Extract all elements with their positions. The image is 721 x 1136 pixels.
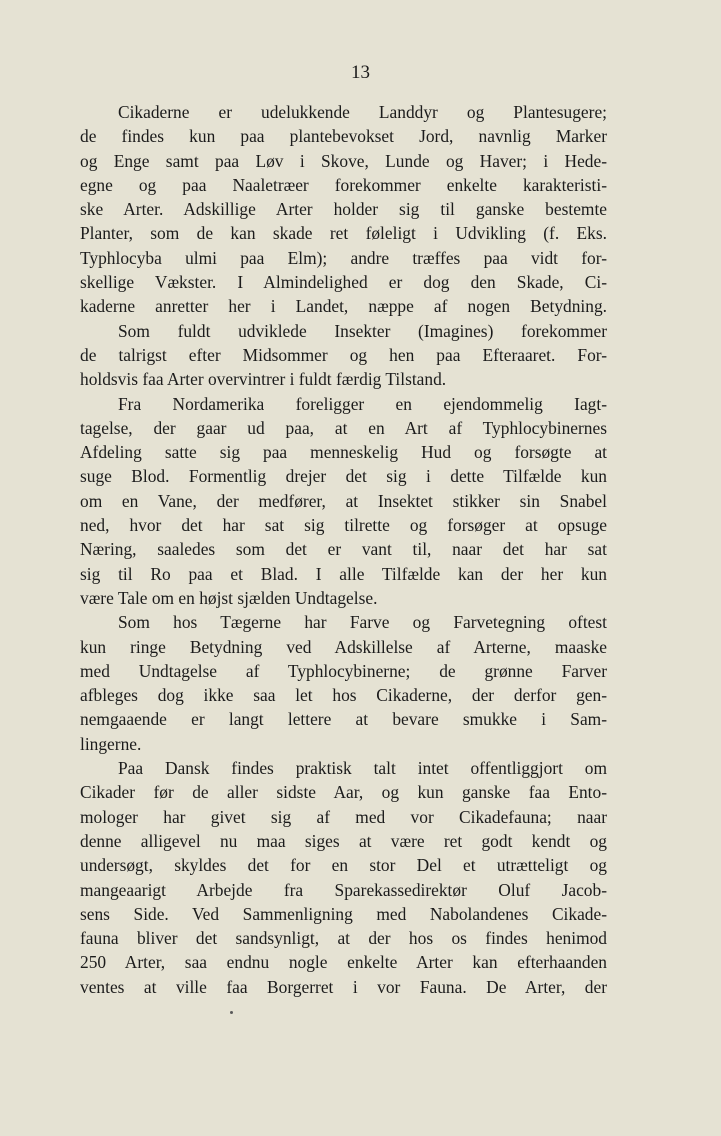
text-line: Afdeling satte sig paa menneskelig Hud og forsøgte at bbox=[80, 442, 607, 463]
text-line: ventes at ville faa Borgerret i vor Fauna. De Arter, der bbox=[80, 976, 607, 997]
text-line: egne og paa Naaletræer forekommer enkelte karakteristi- bbox=[80, 174, 607, 195]
text-line: skellige Vækster. I Almindelighed er dog den Skade, Ci- bbox=[80, 272, 607, 293]
ink-speck bbox=[230, 1011, 233, 1014]
text-line: de talrigst efter Midsommer og hen paa Efteraaret. For- bbox=[80, 344, 607, 365]
text-line: Som hos Tægerne har Farve og Farvetegning oftest bbox=[118, 612, 607, 633]
text-line: fauna bliver det sandsynligt, at der hos os findes henimod bbox=[80, 928, 607, 949]
text-line: nemgaaende er langt lettere at bevare smukke i Sam- bbox=[80, 709, 607, 730]
page-number: 13 bbox=[351, 62, 370, 83]
text-line: Paa Dansk findes praktisk talt intet offentliggjort om bbox=[118, 758, 607, 779]
text-line: mologer har givet sig af med vor Cikadefauna; naar bbox=[80, 806, 607, 827]
paragraph bbox=[80, 100, 607, 319]
text-line: Næring, saaledes som det er vant til, naar det har sat bbox=[80, 539, 607, 560]
text-line: ske Arter. Adskillige Arter holder sig til ganske bestemte bbox=[80, 199, 607, 220]
text-line: afbleges dog ikke saa let hos Cikaderne, der derfor gen- bbox=[80, 685, 607, 706]
text-line: Planter, som de kan skade ret føleligt i Udvikling (f. Eks. bbox=[80, 223, 607, 244]
text-line: holdsvis faa Arter overvintrer i fuldt færdig Tilstand. bbox=[80, 369, 447, 390]
text-line: være Tale om en højst sjælden Undtagelse. bbox=[80, 587, 378, 608]
text-line: og Enge samt paa Løv i Skove, Lunde og Haver; i Hede- bbox=[80, 150, 607, 171]
text-line: Typhlocyba ulmi paa Elm); andre træffes paa vidt for- bbox=[80, 247, 607, 268]
text-line: suge Blod. Formentlig drejer det sig i dette Tilfælde kun bbox=[80, 466, 607, 487]
text-line: Cikaderne er udelukkende Landdyr og Plantesugere; bbox=[118, 102, 607, 122]
text-line: sig til Ro paa et Blad. I alle Tilfælde kan der her kun bbox=[80, 563, 607, 584]
text-line: med Undtagelse af Typhlocybinerne; de grønne Farver bbox=[80, 660, 607, 681]
text-line: kaderne anretter her i Landet, næppe af nogen Betydning. bbox=[80, 296, 607, 317]
text-line: Som fuldt udviklede Insekter (Imagines) forekommer bbox=[118, 320, 607, 341]
paragraph bbox=[80, 756, 607, 999]
text-line: om en Vane, der medfører, at Insektet stikker sin Snabel bbox=[80, 490, 607, 511]
text-line: undersøgt, skyldes det for en stor Del et utrætteligt og bbox=[80, 855, 607, 876]
text-line: tagelse, der gaar ud paa, at en Art af Typhlocybinernes bbox=[80, 417, 607, 438]
body-text bbox=[80, 100, 607, 999]
text-line: de findes kun paa plantebevokset Jord, navnlig Marker bbox=[80, 126, 607, 147]
text-line: mangeaarigt Arbejde fra Sparekassedirektør Oluf Jacob- bbox=[80, 879, 607, 900]
paragraph bbox=[80, 392, 607, 611]
text-line: lingerne. bbox=[80, 733, 142, 754]
text-line: Cikader før de aller sidste Aar, og kun ganske faa Ento- bbox=[80, 782, 607, 803]
text-line: sens Side. Ved Sammenligning med Nabolandenes Cikade- bbox=[80, 903, 607, 924]
paragraph bbox=[80, 319, 607, 392]
text-line: kun ringe Betydning ved Adskillelse af Arterne, maaske bbox=[80, 636, 607, 657]
text-line: ned, hvor det har sat sig tilrette og forsøger at opsuge bbox=[80, 515, 607, 536]
paragraph bbox=[80, 610, 607, 756]
text-line: Fra Nordamerika foreligger en ejendommelig Iagt- bbox=[118, 393, 607, 414]
text-line: 250 Arter, saa endnu nogle enkelte Arter kan efterhaanden bbox=[80, 952, 607, 973]
text-line: denne alligevel nu maa siges at være ret godt kendt og bbox=[80, 830, 607, 851]
